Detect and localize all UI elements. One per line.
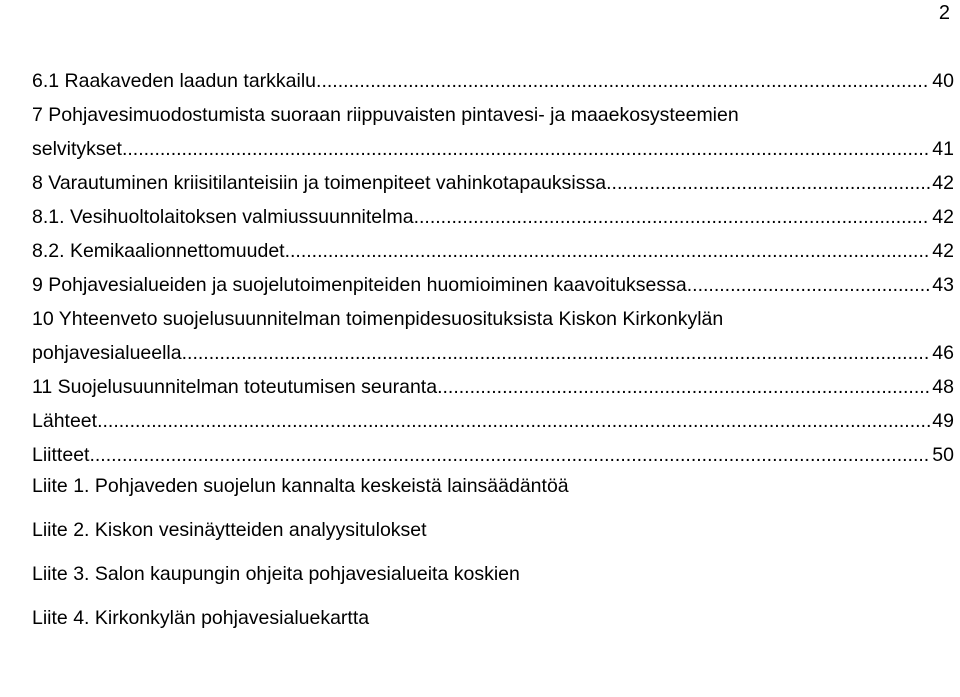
dot-leader [687,268,931,302]
appendix-item: Liite 4. Kirkonkylän pohjavesialuekartta [32,607,370,629]
toc-entry-title: 8.2. Kemikaalionnettomuudet [32,240,285,262]
toc-entry-title: 8 Varautuminen kriisitilanteisiin ja toimenpiteet vahinkotapauksissa [32,172,607,194]
appendix-item: Liite 1. Pohjaveden suojelun kannalta keskeistä lainsäädäntöä [32,475,569,497]
toc-entry-title: selvitykset [32,138,122,160]
toc-entry-page: 42 [932,172,954,194]
toc-entry-page: 42 [932,206,954,228]
toc-entry-title: pohjavesialueella [32,342,182,364]
dot-leader [97,404,930,438]
toc-entry [32,200,954,234]
toc-entry-page: 41 [932,138,954,160]
toc-entry-title: 6.1 Raakaveden laadun tarkkailu [32,70,317,92]
dot-leader [285,234,931,268]
toc-entry-page: 50 [932,444,954,466]
toc-entry-title: 11 Suojelusuunnitelman toteutumisen seuranta [32,376,438,398]
dot-leader [606,166,930,200]
dot-leader [316,64,930,98]
toc-entry-title-line: 7 Pohjavesimuodostumista suoraan riippuvaisten pintavesi- ja maaekosysteemien [32,104,739,126]
toc-entry-page: 42 [932,240,954,262]
page-number: 2 [938,2,950,24]
toc-entry-title: 9 Pohjavesialueiden ja suojelutoimenpiteiden huomioiminen kaavoituksessa [32,274,687,296]
toc-entry [32,302,954,370]
toc-entry-title-line: 10 Yhteenveto suojelusuunnitelman toimenpidesuosituksista Kiskon Kirkonkylän [32,308,724,330]
toc-entry [32,64,954,98]
dot-leader [414,200,931,234]
appendix-item: Liite 3. Salon kaupungin ohjeita pohjavesialueita koskien [32,563,520,585]
toc-entry [32,98,954,166]
toc-entry [32,404,954,438]
dot-leader [437,370,930,404]
toc-entry [32,438,954,472]
toc-entry-title: Liitteet [32,444,90,466]
toc-entry-page: 48 [932,376,954,398]
toc-entry-page: 46 [932,342,954,364]
toc-entry-page: 43 [932,274,954,296]
toc-entry-page: 40 [932,70,954,92]
toc-entry [32,370,954,404]
toc-entry [32,234,954,268]
appendix-item: Liite 2. Kiskon vesinäytteiden analyysitulokset [32,519,427,541]
toc-entry-page: 49 [932,410,954,432]
dot-leader [122,132,930,166]
toc-entry [32,166,954,200]
dot-leader [182,336,931,370]
dot-leader [89,438,930,472]
toc-entry-title: Lähteet [32,410,98,432]
table-of-contents [32,64,954,629]
toc-entry-title: 8.1. Vesihuoltolaitoksen valmiussuunnitelma [32,206,414,228]
toc-entry [32,268,954,302]
